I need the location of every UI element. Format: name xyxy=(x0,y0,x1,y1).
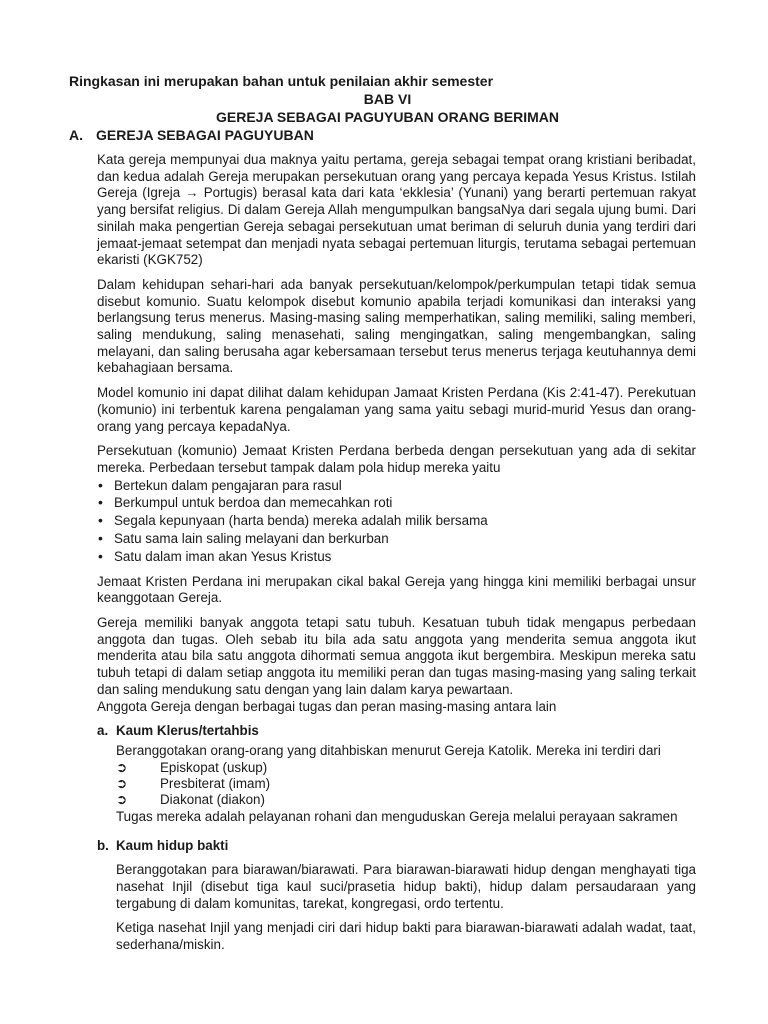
arrow-icon: ➲ xyxy=(116,776,128,792)
subsection-b-title: Kaum hidup bakti xyxy=(116,837,229,853)
bullet-list xyxy=(97,477,696,566)
subsection-a-intro: Beranggotakan orang-orang yang ditahbiskan menurut Gereja Katolik. Mereka ini terdiri dari xyxy=(116,742,661,758)
subsection-b-body xyxy=(97,862,696,954)
arrow-icon: ➲ xyxy=(116,792,128,808)
list-item-text: Presbiterat (imam) xyxy=(160,776,271,792)
chapter-title: GEREJA SEBAGAI PAGUYUBAN ORANG BERIMAN xyxy=(215,109,560,125)
list-item-text: Diakonat (diakon) xyxy=(160,792,265,808)
chapter-number: BAB VI xyxy=(363,91,412,107)
paragraph-7: Anggota Gereja dengan berbagai tugas dan peran masing-masing antara lain xyxy=(97,698,557,714)
paragraph-2: Dalam kehidupan sehari-hari ada banyak persekutuan/kelompok/perkumpulan tetapi tidak semua disebut komunio. Suatu kelompok disebut komunio apabila terjadi komunikasi dan interaksi yang berlangsung terus menerus. Masing-masing saling memperhatikan, saling memiliki, saling memberi, saling mendukung, saling menasehati, saling mengingatkan, saling mengembangkan, saling melayani, dan saling berusaha agar kebersamaan tersebut terus menerus terjaga keutuhannya demi kebahagiaan bersama. xyxy=(97,276,696,376)
list-item: • Segala kepunyaan (harta benda) mereka adalah milik bersama xyxy=(97,512,696,530)
list-item: • Satu dalam iman akan Yesus Kristus xyxy=(97,548,696,566)
list-item xyxy=(116,760,696,776)
subsection-a-heading xyxy=(97,723,696,740)
section-heading xyxy=(69,126,696,144)
subsection-b-paragraph-1: Beranggotakan para biarawan/biarawati. Para biarawan-biarawati hidup dengan menghayati tiga nasehat Injil (disebut tiga kaul suci/prasetia hidup bakti), hidup dalam persaudaraan yang tergabung di dalam komunitas, tarekat, kongregasi, ordo tertentu. xyxy=(116,862,696,911)
list-item: • Bertekun dalam pengajaran para rasul xyxy=(97,477,696,495)
section-label: A. xyxy=(69,127,83,143)
paragraph-6: Gereja memiliki banyak anggota tetapi satu tubuh. Kesatuan tubuh tidak mengapus perbedaan anggota dan tugas. Oleh sebab itu bila ada satu anggota yang menderita semua anggota ikut menderita atau bila satu anggota dihormati semua anggota ikut bergembira. Meskipun mereka satu tubuh tetapi di dalam setiap anggota itu memiliki peran dan tugas masing-masing yang saling terkait dan saling mendukung satu dengan yang lain dalam karya pewartaan. xyxy=(97,615,696,697)
section-body xyxy=(69,152,696,954)
subsection-a-outro: Tugas mereka adalah pelayanan rohani dan menguduskan Gereja melalui perayaan sakramen xyxy=(116,808,678,824)
subsection-b-label: b. xyxy=(97,837,109,853)
paragraph-1: Kata gereja mempunyai dua maknya yaitu pertama, gereja sebagai tempat orang kristiani beribadat, dan kedua adalah Gereja merupakan persekutuan orang yang percaya kepada Yesus Kristus. Istilah Gereja (Igreja → Portugis) berasal kata dari kata ‘ekklesia’ (Yunani) yang berarti pertemuan rakyat yang bersifat religius. Di dalam Gereja Allah mengumpulkan bangsaNya dari segala ujung bumi. Dari sinilah maka pengertian Gereja sebagai persekutuan umat beriman di seluruh dunia yang terdiri dari jemaat-jemaat setempat dan menjadi nyata sebagai pertemuan liturgis, terutama sebagai pertemuan ekaristi (KGK752) xyxy=(97,152,696,268)
paragraph-5: Jemaat Kristen Perdana ini merupakan cikal bakal Gereja yang hingga kini memiliki berbagai unsur keanggotaan Gereja. xyxy=(97,573,696,606)
paragraph-4: Persekutuan (komunio) Jemaat Kristen Perdana berbeda dengan persekutuan yang ada di sekitar mereka. Perbedaan tersebut tampak dalam pola hidup mereka yaitu xyxy=(97,443,696,475)
subsection-a-label: a. xyxy=(97,723,109,739)
subsection-a-title: Kaum Klerus/tertahbis xyxy=(116,723,259,739)
list-item: • Berkumpul untuk berdoa dan memecahkan roti xyxy=(97,494,696,512)
list-item xyxy=(116,776,696,792)
list-item: • Satu sama lain saling melayani dan berkurban xyxy=(97,530,696,548)
subsection-a-body xyxy=(97,743,696,826)
list-item-text: Episkopat (uskup) xyxy=(160,759,268,775)
section-title: GEREJA SEBAGAI PAGUYUBAN xyxy=(96,127,314,143)
subsection-b-paragraph-2: Ketiga nasehat Injil yang menjadi ciri dari hidup bakti para biarawan-biarawati adalah wadat, taat, sederhana/miskin. xyxy=(116,920,696,953)
paragraph-3: Model komunio ini dapat dilihat dalam kehidupan Jamaat Kristen Perdana (Kis 2:41-47). Perekutuan (komunio) ini terbentuk karena pengalaman yang sama yaitu sebagi murid-murid Yesus dan orang-orang yang percaya kepadaNya. xyxy=(97,385,696,434)
arrow-list xyxy=(116,760,696,809)
subsection-b-heading xyxy=(97,838,696,855)
arrow-icon: ➲ xyxy=(116,759,128,775)
intro-line: Ringkasan ini merupakan bahan untuk penilaian akhir semester xyxy=(69,73,494,89)
list-item xyxy=(116,792,696,808)
